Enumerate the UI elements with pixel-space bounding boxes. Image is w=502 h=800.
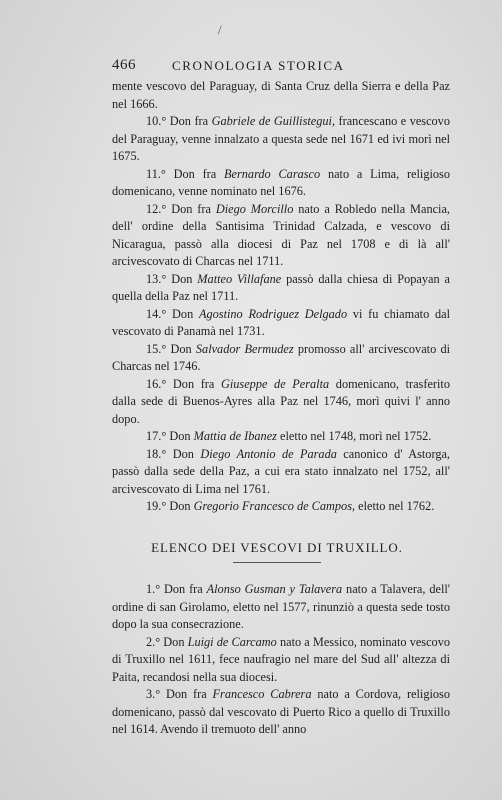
- paragraph: [112, 201, 450, 271]
- text-run: nato a Robledo nella Mancia, dell' ordine della Santisima Trinidad Calzada, e vescovo di Nicaragua, passò alla diocesi di Paz nel 1708 e di là all' arcivescovato di Charcas nel 1711.: [112, 201, 451, 268]
- text-run: 13.° Don: [146, 271, 198, 286]
- section-rule: [233, 562, 321, 563]
- text-run: passò dalla chiesa di Popayan a quella della Paz nel 1711.: [112, 271, 451, 303]
- text-run: 17.° Don: [146, 429, 194, 443]
- page-header: [112, 57, 402, 77]
- paragraph: [112, 166, 450, 201]
- paragraph: [112, 376, 450, 429]
- text-run: canonico d' Astorga, passò dalla sede della Paz, a cui era stato innalzato nel 1752, all' arcivescovato di Lima nel 1761.: [112, 446, 451, 496]
- text-run: 2.° Don: [146, 634, 188, 649]
- paragraph: [112, 78, 450, 113]
- text-run: 3.° Don fra: [146, 687, 213, 701]
- text-run: 10.° Don fra: [146, 114, 212, 128]
- text-run: , francescano e vescovo del Paraguay, venne innalzato a questa sede nel 1671 ed ivi morì nel 1675.: [112, 114, 450, 163]
- text-run: 14.° Don: [146, 306, 199, 321]
- running-title: CRONOLOGIA STORICA: [172, 58, 345, 73]
- text-run: , eletto nel 1762.: [351, 499, 435, 513]
- text-run: nato a Messico, nominato vescovo di Truxillo nel 1611, fece naufragio nel mare del Sud all' altezza di Paita, recandosi nella sua diocesi.: [112, 634, 450, 684]
- paragraph: [112, 686, 450, 739]
- text-run: 19.° Don: [146, 499, 194, 513]
- text-run: 16.° Don fra: [146, 376, 221, 391]
- text-run: nato a Lima, religioso domenicano, venne nominato nel 1676.: [112, 166, 450, 198]
- paragraph: [112, 498, 450, 516]
- person-name: Bernardo Carasco: [224, 166, 321, 181]
- person-name: Agostino Rodriguez Delgado: [198, 306, 348, 321]
- section-title: ELENCO DEI VESCOVI DI TRUXILLO.: [151, 539, 403, 555]
- paragraph: [112, 271, 450, 306]
- paragraph: [112, 581, 450, 634]
- paragraph: [112, 634, 450, 687]
- bishops-list-truxillo: [112, 581, 450, 739]
- text-run: 18.° Don: [146, 446, 201, 461]
- person-name: Alonso Gusman y Talavera: [206, 582, 343, 596]
- paragraph: [112, 428, 450, 446]
- text-run: vi fu chiamato dal vescovato di Panamà nel 1731.: [112, 306, 450, 338]
- text-run: mente vescovo del Paraguay, di Santa Cruz della Sierra e della Paz nel 1666.: [112, 79, 450, 111]
- person-name: Gabriele de Guillistegui: [211, 114, 332, 128]
- text-run: promosso all' arcivescovato di Charcas nel 1746.: [112, 341, 451, 373]
- section-heading: [108, 539, 446, 564]
- paragraph: [112, 446, 450, 499]
- person-name: Giuseppe de Peralta: [220, 376, 330, 391]
- page-number: 466: [112, 57, 136, 73]
- person-name: Luigi de Carcamo: [187, 634, 277, 649]
- text-run: nato a Cordova, religioso domenicano, passò dal vescovato di Puerto Rico a quello di Truxillo nel 1614. Avendo il tremuoto dell' anno: [112, 687, 450, 736]
- page-body: [112, 78, 450, 739]
- text-run: 12.° Don fra: [146, 201, 216, 216]
- person-name: Francesco Cabrera: [212, 687, 312, 701]
- page-mark: /: [218, 22, 222, 37]
- person-name: Salvador Bermudez: [195, 341, 294, 356]
- text-run: domenicano, trasferito dalla sede di Buenos-Ayres alla Paz nel 1746, morì quivi l' anno dopo.: [112, 376, 450, 426]
- person-name: Diego Morcillo: [215, 201, 294, 216]
- text-run: 1.° Don fra: [146, 582, 207, 596]
- text-run: eletto nel 1748, morì nel 1752.: [276, 429, 432, 443]
- paragraph: [112, 113, 450, 166]
- text-run: 11.° Don fra: [146, 166, 225, 181]
- text-run: 15.° Don: [146, 341, 196, 356]
- person-name: Gregorio Francesco de Campos: [193, 499, 352, 513]
- text-run: nato a Talavera, dell' ordine di san Girolamo, eletto nel 1577, rinunziò a questa sede tosto dopo la sua consecrazione.: [112, 582, 450, 631]
- person-name: Matteo Villafane: [197, 271, 282, 286]
- paragraph: [112, 306, 450, 341]
- person-name: Diego Antonio de Parada: [200, 446, 337, 461]
- paragraph: [112, 341, 450, 376]
- person-name: Mattia de Ibanez: [193, 429, 277, 443]
- bishops-list-paz: [112, 78, 450, 516]
